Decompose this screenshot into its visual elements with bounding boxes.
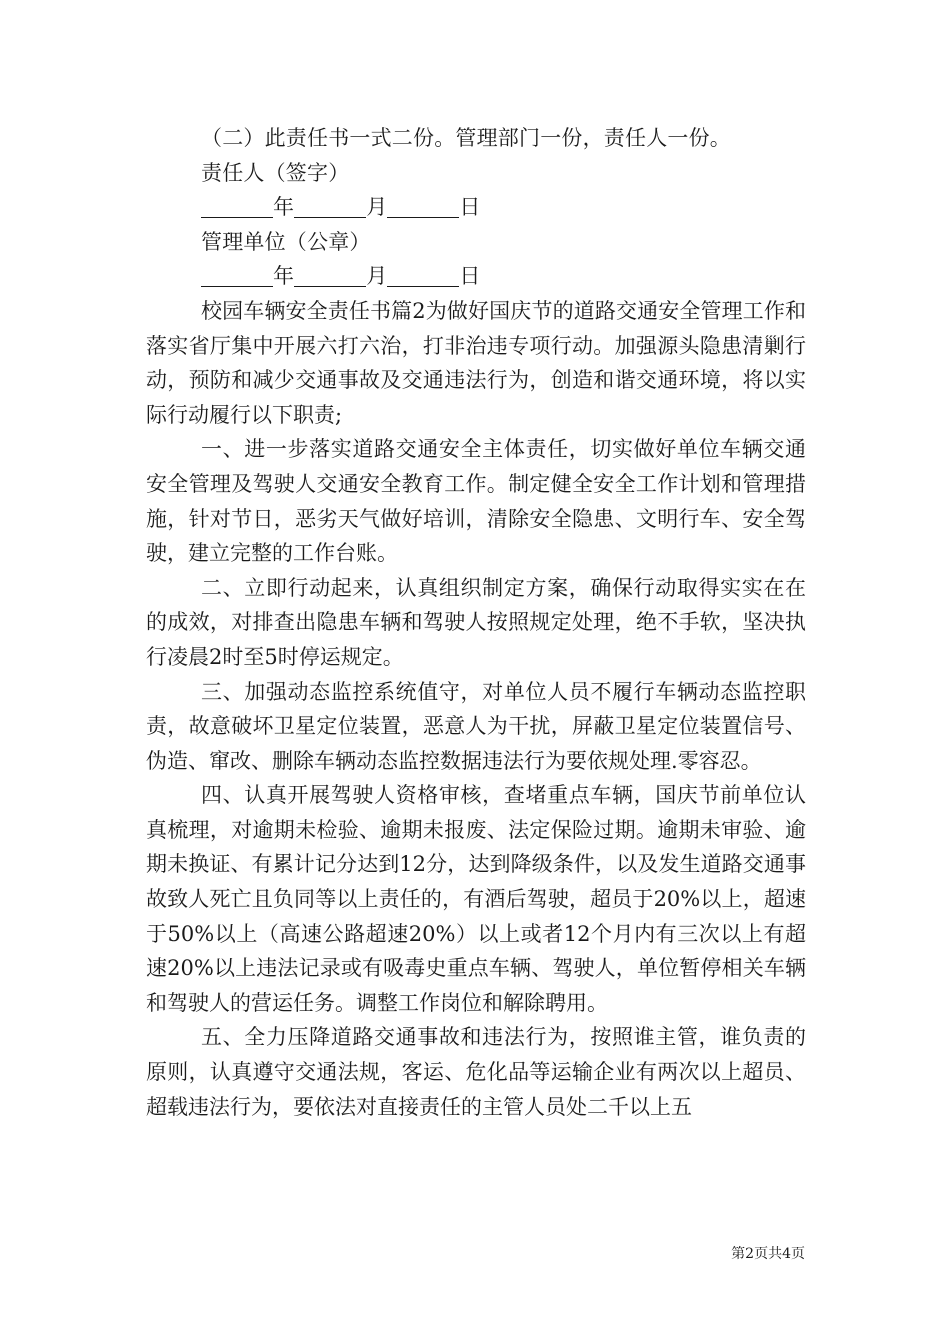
paragraph-item-4: 四、认真开展驾驶人资格审核，查堵重点车辆，国庆节前单位认真梳理，对逾期未检验、逾期未报废、法定保险过期。逾期未审验、逾期未换证、有累计记分达到12分，达到降级条件，以及发生道路交通事故致人死亡且负同等以上责任的，有酒后驾驶，超员于20%以上，超速于50%以上（高速公路超速20%）以上或者12个月内有三次以上有超速20%以上违法记录或有吸毒史重点车辆、驾驶人，单位暂停相关车辆和驾驶人的营运任务。调整工作岗位和解除聘用。 — [146, 783, 806, 1015]
responsible-person-signature-label: 责任人（签字） — [201, 160, 350, 185]
year-label: 年 — [273, 195, 295, 220]
day-label: 日 — [459, 264, 481, 289]
blank-underline — [201, 264, 273, 287]
blank-underline — [294, 264, 366, 287]
paragraph-item-1: 一、进一步落实道路交通安全主体责任，切实做好单位车辆交通安全管理及驾驶人交通安全教育工作。制定健全安全工作计划和管理措施，针对节日，恶劣天气做好培训，清除安全隐患、文明行车、安全驾驶，建立完整的工作台账。 — [146, 437, 806, 566]
date-line-2 — [146, 259, 806, 294]
paragraph-item-3: 三、加强动态监控系统值守，对单位人员不履行车辆动态监控职责，故意破坏卫星定位装置，恶意人为干扰，屏蔽卫星定位装置信号、伪造、窜改、删除车辆动态监控数据违法行为要依规处理.零容忍。 — [146, 679, 806, 773]
blank-underline — [387, 264, 459, 287]
paragraph-item-5: 五、全力压降道路交通事故和违法行为，按照谁主管，谁负责的原则，认真遵守交通法规，客运、危化品等运输企业有两次以上超员、超载违法行为，要依法对直接责任的主管人员处二千以上五 — [146, 1025, 806, 1119]
month-label: 月 — [366, 264, 388, 289]
document-body — [146, 121, 806, 1124]
blank-underline — [387, 195, 459, 218]
month-label: 月 — [366, 195, 388, 220]
management-unit-seal-label: 管理单位（公章） — [201, 229, 371, 254]
paragraph-item-2: 二、立即行动起来，认真组织制定方案，确保行动取得实实在在的成效，对排查出隐患车辆和驾驶人按照规定处理，绝不手软，坚决执行凌晨2时至5时停运规定。 — [146, 575, 806, 669]
blank-underline — [201, 195, 273, 218]
day-label: 日 — [459, 195, 481, 220]
blank-underline — [294, 195, 366, 218]
paragraph-intro: 校园车辆安全责任书篇2为做好国庆节的道路交通安全管理工作和落实省厅集中开展六打六治，打非治违专项行动。加强源头隐患清剿行动，预防和减少交通事故及交通违法行为，创造和谐交通环境，将以实际行动履行以下职责; — [146, 298, 806, 427]
page-number-footer: 第2页共4页 — [731, 1246, 805, 1262]
year-label: 年 — [273, 264, 295, 289]
copies-line: （二）此责任书一式二份。管理部门一份，责任人一份。 — [201, 126, 731, 150]
date-line-1 — [146, 190, 806, 225]
